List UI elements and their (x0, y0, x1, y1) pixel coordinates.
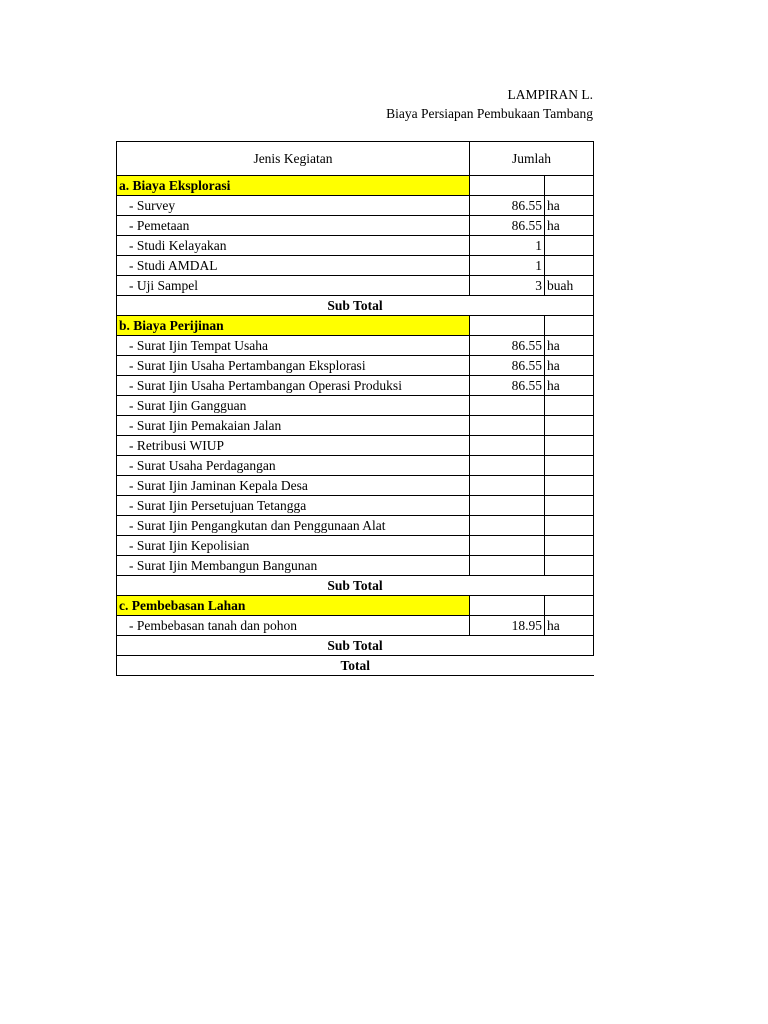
section-unit-cell (545, 316, 594, 336)
item-value (470, 416, 545, 436)
total-label: Total (117, 656, 594, 676)
item-name: - Surat Ijin Pemakaian Jalan (117, 416, 470, 436)
subtotal-row (117, 576, 594, 596)
item-unit: ha (545, 356, 594, 376)
table-row (117, 556, 594, 576)
item-value: 18.95 (470, 616, 545, 636)
table-row (117, 376, 594, 396)
item-name: - Survey (117, 196, 470, 216)
table-row (117, 496, 594, 516)
subtotal-row (117, 296, 594, 316)
item-unit (545, 236, 594, 256)
subtotal-row (117, 636, 594, 656)
item-value: 1 (470, 236, 545, 256)
item-value (470, 516, 545, 536)
item-value: 86.55 (470, 216, 545, 236)
column-header-kegiatan: Jenis Kegiatan (117, 142, 470, 176)
section-title: b. Biaya Perijinan (117, 316, 470, 336)
item-unit (545, 556, 594, 576)
item-unit (545, 436, 594, 456)
section-title: c. Pembebasan Lahan (117, 596, 470, 616)
item-value: 86.55 (470, 196, 545, 216)
table-row (117, 356, 594, 376)
item-value (470, 436, 545, 456)
item-value: 86.55 (470, 356, 545, 376)
table-row (117, 196, 594, 216)
item-name: - Uji Sampel (117, 276, 470, 296)
item-unit (545, 456, 594, 476)
item-name: - Surat Ijin Usaha Pertambangan Eksplorasi (117, 356, 470, 376)
item-unit: ha (545, 336, 594, 356)
item-name: - Surat Ijin Jaminan Kepala Desa (117, 476, 470, 496)
section-value-cell (470, 176, 545, 196)
item-value (470, 456, 545, 476)
section-row (117, 316, 594, 336)
item-name: - Surat Ijin Membangun Bangunan (117, 556, 470, 576)
cost-table (116, 141, 594, 676)
table-row (117, 256, 594, 276)
section-unit-cell (545, 176, 594, 196)
table-row (117, 616, 594, 636)
table-row (117, 476, 594, 496)
item-value: 86.55 (470, 336, 545, 356)
section-title: a. Biaya Eksplorasi (117, 176, 470, 196)
table-row (117, 456, 594, 476)
item-name: - Surat Ijin Kepolisian (117, 536, 470, 556)
item-name: - Studi Kelayakan (117, 236, 470, 256)
item-name: - Surat Usaha Perdagangan (117, 456, 470, 476)
section-value-cell (470, 596, 545, 616)
item-unit (545, 536, 594, 556)
item-name: - Retribusi WIUP (117, 436, 470, 456)
table-row (117, 396, 594, 416)
item-name: - Surat Ijin Tempat Usaha (117, 336, 470, 356)
table-row (117, 416, 594, 436)
item-unit (545, 396, 594, 416)
item-unit: ha (545, 616, 594, 636)
item-value: 1 (470, 256, 545, 276)
table-row (117, 516, 594, 536)
item-value (470, 496, 545, 516)
item-unit: ha (545, 196, 594, 216)
item-name: - Surat Ijin Pengangkutan dan Penggunaan Alat (117, 516, 470, 536)
table-row (117, 276, 594, 296)
subtotal-label: Sub Total (117, 576, 594, 596)
item-unit (545, 256, 594, 276)
subtotal-label: Sub Total (117, 296, 594, 316)
item-name: - Surat Ijin Persetujuan Tetangga (117, 496, 470, 516)
item-value: 3 (470, 276, 545, 296)
table-header-row (117, 142, 594, 176)
section-value-cell (470, 316, 545, 336)
item-unit (545, 416, 594, 436)
table-row (117, 336, 594, 356)
document-title: Biaya Persiapan Pembukaan Tambang (386, 106, 593, 121)
item-name: - Pembebasan tanah dan pohon (117, 616, 470, 636)
table-row (117, 236, 594, 256)
item-unit: ha (545, 376, 594, 396)
item-unit (545, 496, 594, 516)
item-value (470, 476, 545, 496)
subtotal-label: Sub Total (117, 636, 594, 656)
column-header-jumlah: Jumlah (470, 142, 594, 176)
item-value: 86.55 (470, 376, 545, 396)
item-name: - Surat Ijin Usaha Pertambangan Operasi Produksi (117, 376, 470, 396)
table-row (117, 536, 594, 556)
item-name: - Studi AMDAL (117, 256, 470, 276)
table-row (117, 216, 594, 236)
item-unit (545, 516, 594, 536)
item-unit (545, 476, 594, 496)
total-row (117, 656, 594, 676)
item-unit: ha (545, 216, 594, 236)
table-row (117, 436, 594, 456)
item-value (470, 556, 545, 576)
section-row (117, 176, 594, 196)
item-name: - Pemetaan (117, 216, 470, 236)
section-row (117, 596, 594, 616)
section-unit-cell (545, 596, 594, 616)
item-value (470, 536, 545, 556)
item-name: - Surat Ijin Gangguan (117, 396, 470, 416)
item-unit: buah (545, 276, 594, 296)
appendix-label: LAMPIRAN L. (507, 87, 593, 102)
item-value (470, 396, 545, 416)
